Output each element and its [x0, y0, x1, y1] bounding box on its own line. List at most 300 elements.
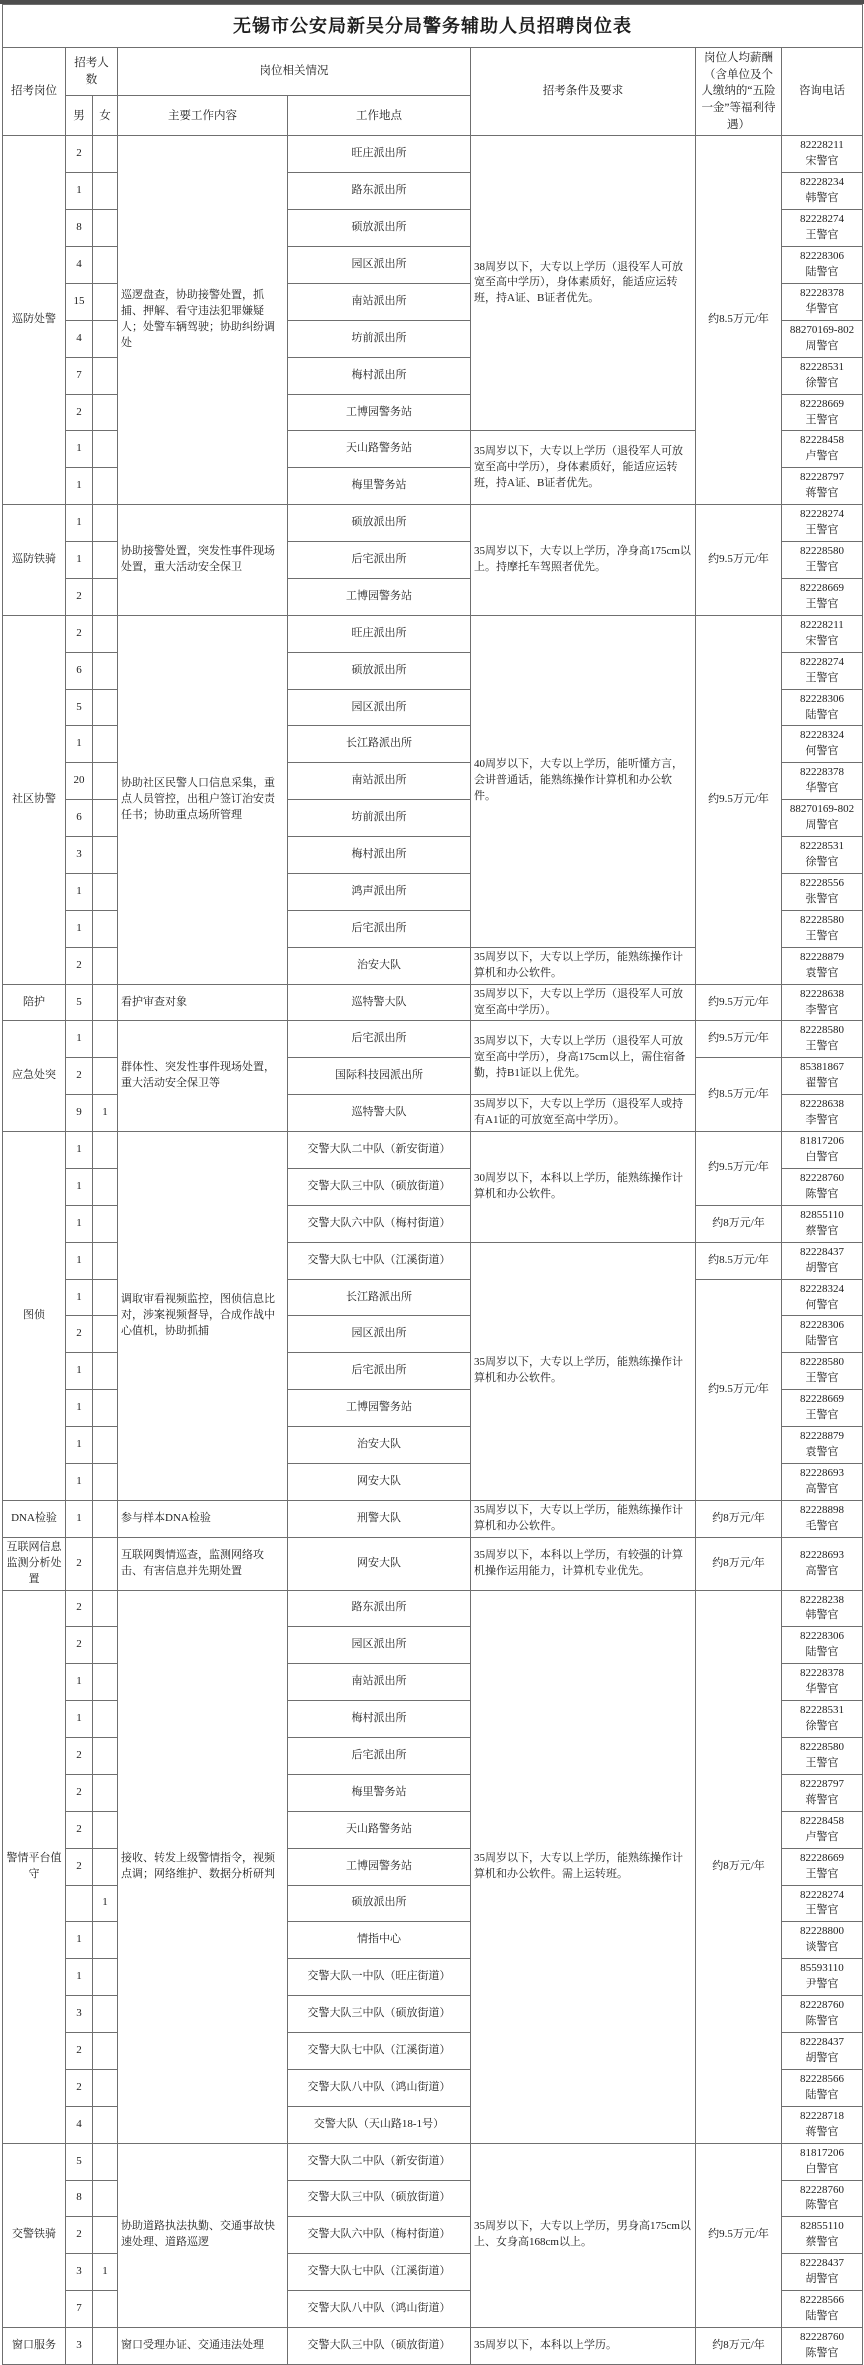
contact-name: 徐警官: [805, 376, 839, 389]
location-cell: 南站派出所: [288, 763, 471, 800]
location-cell: 园区派出所: [288, 1316, 471, 1353]
salary-cell: 约9.5万元/年: [696, 984, 782, 1021]
phone-number: 82228274: [800, 213, 844, 226]
female-count-cell: [93, 1463, 118, 1500]
col-header-work-location: 工作地点: [288, 96, 471, 136]
location-cell: 巡特警大队: [288, 984, 471, 1021]
work-content-cell: 窗口受理办证、交通违法处理: [118, 2328, 288, 2365]
female-count-cell: [93, 984, 118, 1021]
phone-number: 82228458: [800, 434, 844, 447]
position-cell: 交警铁骑: [3, 2143, 66, 2327]
male-count-cell: 6: [66, 800, 93, 837]
phone-number: 82228797: [800, 471, 844, 484]
contact-name: 王警官: [805, 413, 839, 426]
male-count-cell: 1: [66, 173, 93, 210]
phone-cell: [782, 247, 863, 284]
female-count-cell: [93, 1738, 118, 1775]
phone-number: 82228669: [800, 1393, 844, 1406]
contact-name: 王警官: [805, 1040, 839, 1053]
location-cell: 路东派出所: [288, 1590, 471, 1627]
female-count-cell: [93, 2033, 118, 2070]
male-count-cell: 1: [66, 1427, 93, 1464]
requirements-cell: 38周岁以下，大专以上学历（退役军人可放宽至高中学历），身体素质好，能适应运转班，持A证、B证者优先。: [471, 136, 696, 431]
female-count-cell: [93, 1353, 118, 1390]
phone-cell: [782, 173, 863, 210]
phone-cell: [782, 1021, 863, 1058]
female-count-cell: [93, 542, 118, 579]
table-row: [3, 1537, 863, 1590]
phone-cell: [782, 1664, 863, 1701]
phone-cell: [782, 1353, 863, 1390]
phone-cell: [782, 1627, 863, 1664]
phone-number: 82228306: [800, 1319, 844, 1332]
contact-name: 高警官: [805, 1564, 839, 1577]
requirements-cell: 35周岁以下，大专以上学历，男身高175cm以上、女身高168cm以上。: [471, 2143, 696, 2327]
location-cell: 后宅派出所: [288, 1353, 471, 1390]
location-cell: 旺庄派出所: [288, 136, 471, 173]
phone-cell: [782, 873, 863, 910]
location-cell: 长江路派出所: [288, 726, 471, 763]
phone-cell: [782, 1205, 863, 1242]
female-count-cell: [93, 1427, 118, 1464]
male-count-cell: 1: [66, 1959, 93, 1996]
contact-name: 宋警官: [805, 155, 839, 168]
phone-cell: [782, 1738, 863, 1775]
work-content-cell: 互联网舆情巡查，监测网络攻击、有害信息并先期处置: [118, 1537, 288, 1590]
contact-name: 陈警官: [805, 2199, 839, 2212]
female-count-cell: [93, 1811, 118, 1848]
female-count-cell: [93, 2328, 118, 2365]
male-count-cell: 2: [66, 1316, 93, 1353]
work-content-cell: 群体性、突发性事件现场处置，重大活动安全保卫等: [118, 1021, 288, 1132]
contact-name: 张警官: [805, 892, 839, 905]
male-count-cell: 2: [66, 1774, 93, 1811]
contact-name: 蔡警官: [805, 1224, 839, 1237]
phone-cell: [782, 2069, 863, 2106]
contact-name: 蒋警官: [805, 487, 839, 500]
salary-cell: 约8.5万元/年: [696, 1058, 782, 1132]
contact-name: 周警官: [805, 339, 839, 352]
location-cell: 南站派出所: [288, 283, 471, 320]
male-count-cell: 1: [66, 873, 93, 910]
male-count-cell: 3: [66, 2254, 93, 2291]
phone-cell: [782, 1590, 863, 1627]
salary-cell: 约8.5万元/年: [696, 1242, 782, 1279]
col-header-work-content: 主要工作内容: [118, 96, 288, 136]
male-count-cell: 2: [66, 1738, 93, 1775]
female-count-cell: [93, 652, 118, 689]
work-content-cell: 协助接警处置，突发性事件现场处置，重大活动安全保卫: [118, 505, 288, 616]
male-count-cell: 1: [66, 910, 93, 947]
female-count-cell: [93, 689, 118, 726]
salary-cell: 约9.5万元/年: [696, 615, 782, 984]
phone-cell: [782, 2217, 863, 2254]
contact-name: 徐警官: [805, 856, 839, 869]
location-cell: 梅村派出所: [288, 1701, 471, 1738]
male-count-cell: 2: [66, 1537, 93, 1590]
contact-name: 陈警官: [805, 2015, 839, 2028]
phone-number: 82855110: [800, 2220, 844, 2233]
female-count-cell: [93, 763, 118, 800]
female-count-cell: [93, 2143, 118, 2180]
female-count-cell: [93, 873, 118, 910]
female-count-cell: [93, 210, 118, 247]
phone-number: 82228211: [800, 139, 844, 152]
phone-cell: [782, 2033, 863, 2070]
salary-cell: 约8万元/年: [696, 1205, 782, 1242]
contact-name: 华警官: [805, 1683, 839, 1696]
location-cell: 交警大队七中队（江溪街道）: [288, 2033, 471, 2070]
phone-cell: [782, 1390, 863, 1427]
location-cell: 交警大队三中队（硕放街道）: [288, 1996, 471, 2033]
phone-number: 82228718: [800, 2109, 844, 2122]
location-cell: 梅里警务站: [288, 468, 471, 505]
contact-name: 陈警官: [805, 2346, 839, 2359]
female-count-cell: [93, 1242, 118, 1279]
phone-cell: [782, 1774, 863, 1811]
phone-number: 82228306: [800, 250, 844, 263]
phone-number: 82228638: [800, 987, 844, 1000]
contact-name: 胡警官: [805, 2273, 839, 2286]
contact-name: 翟警官: [805, 1077, 839, 1090]
phone-number: 82228580: [800, 545, 844, 558]
location-cell: 交警大队二中队（新安街道）: [288, 2143, 471, 2180]
female-count-cell: [93, 1701, 118, 1738]
female-count-cell: [93, 1279, 118, 1316]
table-row: [3, 1500, 863, 1537]
salary-cell: 约9.5万元/年: [696, 505, 782, 616]
female-count-cell: [93, 2069, 118, 2106]
male-count-cell: 2: [66, 1590, 93, 1627]
phone-cell: [782, 1848, 863, 1885]
phone-cell: [782, 394, 863, 431]
contact-name: 白警官: [805, 2162, 839, 2175]
work-content-cell: 协助道路执法执勤、交通事故快速处理、道路巡逻: [118, 2143, 288, 2327]
phone-cell: [782, 2291, 863, 2328]
phone-cell: [782, 1922, 863, 1959]
phone-number: 82228797: [800, 1777, 844, 1790]
location-cell: 网安大队: [288, 1463, 471, 1500]
location-cell: 园区派出所: [288, 247, 471, 284]
salary-cell: 约8万元/年: [696, 1537, 782, 1590]
phone-number: 82228669: [800, 581, 844, 594]
location-cell: 后宅派出所: [288, 1738, 471, 1775]
female-count-cell: [93, 1205, 118, 1242]
table-row: [3, 984, 863, 1021]
location-cell: 梅村派出所: [288, 837, 471, 874]
requirements-cell: 35周岁以下，大专以上学历，净身高175cm以上。持摩托车驾照者优先。: [471, 505, 696, 616]
work-content-cell: 接收、转发上级警情指令，视频点调；网络维护、数据分析研判: [118, 1590, 288, 2143]
contact-name: 胡警官: [805, 2051, 839, 2064]
phone-number: 82228580: [800, 1356, 844, 1369]
male-count-cell: 3: [66, 1996, 93, 2033]
phone-cell: [782, 2180, 863, 2217]
work-content-cell: 巡逻盘查，协助接警处置，抓捕、押解、看守违法犯罪嫌疑人；处警车辆驾驶；协助纠纷调处: [118, 136, 288, 505]
male-count-cell: 7: [66, 2291, 93, 2328]
phone-cell: [782, 2328, 863, 2365]
male-count-cell: 5: [66, 2143, 93, 2180]
contact-name: 王警官: [805, 229, 839, 242]
phone-number: 85381867: [800, 1061, 844, 1074]
male-count-cell: 1: [66, 1701, 93, 1738]
contact-name: 高警官: [805, 1482, 839, 1495]
work-content-cell: 调取审看视频监控，图侦信息比对，涉案视频督导，合成作战中心值机，协助抓捕: [118, 1132, 288, 1501]
contact-name: 白警官: [805, 1151, 839, 1164]
phone-cell: [782, 984, 863, 1021]
location-cell: 硕放派出所: [288, 505, 471, 542]
phone-cell: [782, 136, 863, 173]
position-cell: 应急处突: [3, 1021, 66, 1132]
male-count-cell: 1: [66, 468, 93, 505]
female-count-cell: [93, 431, 118, 468]
contact-name: 王警官: [805, 929, 839, 942]
position-cell: 警情平台值守: [3, 1590, 66, 2143]
phone-cell: [782, 1996, 863, 2033]
position-cell: 窗口服务: [3, 2328, 66, 2365]
male-count-cell: 1: [66, 431, 93, 468]
location-cell: 交警大队六中队（梅村街道）: [288, 2217, 471, 2254]
phone-cell: [782, 210, 863, 247]
male-count-cell: 4: [66, 2106, 93, 2143]
phone-number: 82228800: [800, 1925, 844, 1938]
male-count-cell: 15: [66, 283, 93, 320]
contact-name: 陆警官: [805, 2088, 839, 2101]
female-count-cell: [93, 505, 118, 542]
contact-name: 何警官: [805, 1298, 839, 1311]
phone-number: 82228531: [800, 1704, 844, 1717]
location-cell: 交警大队三中队（硕放街道）: [288, 1168, 471, 1205]
col-header-position: 招考岗位: [3, 48, 66, 136]
female-count-cell: [93, 320, 118, 357]
location-cell: 工博园警务站: [288, 394, 471, 431]
male-count-cell: 1: [66, 1500, 93, 1537]
location-cell: 交警大队八中队（鸿山街道）: [288, 2069, 471, 2106]
location-cell: 梅村派出所: [288, 357, 471, 394]
phone-cell: [782, 2143, 863, 2180]
contact-name: 王警官: [805, 1409, 839, 1422]
location-cell: 治安大队: [288, 947, 471, 984]
male-count-cell: 1: [66, 542, 93, 579]
location-cell: 后宅派出所: [288, 910, 471, 947]
contact-name: 宋警官: [805, 634, 839, 647]
female-count-cell: [93, 947, 118, 984]
phone-cell: [782, 2254, 863, 2291]
location-cell: 交警大队二中队（新安街道）: [288, 1132, 471, 1169]
contact-name: 王警官: [805, 1904, 839, 1917]
female-count-cell: [93, 283, 118, 320]
contact-name: 陆警官: [805, 2310, 839, 2323]
position-cell: 社区协警: [3, 615, 66, 984]
requirements-cell: 35周岁以下，大专以上学历（退役军人可放宽至高中学历）。: [471, 984, 696, 1021]
phone-number: 88270169-802: [789, 803, 855, 816]
location-cell: 园区派出所: [288, 1627, 471, 1664]
female-count-cell: 1: [93, 2254, 118, 2291]
female-count-cell: [93, 578, 118, 615]
female-count-cell: 1: [93, 1095, 118, 1132]
phone-number: 82228898: [800, 1503, 844, 1516]
header-row-1: [3, 48, 863, 96]
location-cell: 交警大队七中队（江溪街道）: [288, 1242, 471, 1279]
recruitment-table: [2, 4, 863, 2365]
contact-name: 王警官: [805, 1756, 839, 1769]
phone-cell: [782, 1463, 863, 1500]
contact-name: 蒋警官: [805, 1793, 839, 1806]
requirements-cell: 35周岁以下，大专以上学历，能熟练操作计算机和办公软件。: [471, 947, 696, 984]
phone-number: 82228879: [800, 950, 844, 963]
phone-number: 82228693: [800, 1548, 844, 1561]
location-cell: 天山路警务站: [288, 431, 471, 468]
phone-number: 82228531: [800, 360, 844, 373]
phone-number: 82228306: [800, 692, 844, 705]
phone-number: 82228580: [800, 1741, 844, 1754]
requirements-cell: 30周岁以下，本科以上学历，能熟练操作计算机和办公软件。: [471, 1132, 696, 1243]
col-header-female: 女: [93, 96, 118, 136]
phone-cell: [782, 689, 863, 726]
location-cell: 工博园警务站: [288, 1848, 471, 1885]
female-count-cell: [93, 1922, 118, 1959]
female-count-cell: [93, 1848, 118, 1885]
male-count-cell: 3: [66, 837, 93, 874]
requirements-cell: 35周岁以下，大专以上学历（退役军人可放宽至高中学历），身体素质好，能适应运转班，持A证、B证者优先。: [471, 431, 696, 505]
male-count-cell: 3: [66, 2328, 93, 2365]
contact-name: 王警官: [805, 671, 839, 684]
male-count-cell: 2: [66, 1848, 93, 1885]
requirements-cell: 35周岁以下，本科以上学历，有较强的计算机操作运用能力，计算机专业优先。: [471, 1537, 696, 1590]
phone-cell: [782, 1095, 863, 1132]
phone-cell: [782, 1427, 863, 1464]
phone-number: 82228566: [800, 2294, 844, 2307]
location-cell: 交警大队三中队（硕放街道）: [288, 2328, 471, 2365]
contact-name: 陈警官: [805, 1187, 839, 1200]
phone-number: 82228274: [800, 655, 844, 668]
male-count-cell: 2: [66, 1627, 93, 1664]
phone-cell: [782, 615, 863, 652]
phone-number: 82228378: [800, 286, 844, 299]
contact-name: 陆警官: [805, 1646, 839, 1659]
female-count-cell: [93, 910, 118, 947]
phone-number: 82228760: [800, 1999, 844, 2012]
phone-cell: [782, 947, 863, 984]
contact-name: 谈警官: [805, 1941, 839, 1954]
male-count-cell: 2: [66, 394, 93, 431]
contact-name: 王警官: [805, 1867, 839, 1880]
contact-name: 蒋警官: [805, 2125, 839, 2138]
col-header-requirements: 招考条件及要求: [471, 48, 696, 136]
location-cell: 后宅派出所: [288, 542, 471, 579]
male-count-cell: 2: [66, 2217, 93, 2254]
position-cell: DNA检验: [3, 1500, 66, 1537]
male-count-cell: 9: [66, 1095, 93, 1132]
phone-number: 82228879: [800, 1430, 844, 1443]
female-count-cell: [93, 800, 118, 837]
location-cell: 工博园警务站: [288, 578, 471, 615]
female-count-cell: [93, 1627, 118, 1664]
male-count-cell: 2: [66, 615, 93, 652]
contact-name: 华警官: [805, 782, 839, 795]
male-count-cell: 1: [66, 1463, 93, 1500]
contact-name: 周警官: [805, 819, 839, 832]
position-cell: 巡防铁骑: [3, 505, 66, 616]
salary-cell: 约9.5万元/年: [696, 1279, 782, 1500]
table-row: [3, 615, 863, 652]
contact-name: 王警官: [805, 524, 839, 537]
phone-cell: [782, 1959, 863, 1996]
location-cell: 巡特警大队: [288, 1095, 471, 1132]
location-cell: 国际科技园派出所: [288, 1058, 471, 1095]
location-cell: 交警大队一中队（旺庄街道）: [288, 1959, 471, 1996]
table-row: [3, 1021, 863, 1058]
female-count-cell: [93, 615, 118, 652]
male-count-cell: 1: [66, 1664, 93, 1701]
position-cell: 图侦: [3, 1132, 66, 1501]
male-count-cell: 2: [66, 947, 93, 984]
contact-name: 王警官: [805, 561, 839, 574]
male-count-cell: 1: [66, 1132, 93, 1169]
phone-cell: [782, 320, 863, 357]
requirements-cell: 35周岁以下，大专以上学历（退役军人或持有A1证的可放宽至高中学历）。: [471, 1095, 696, 1132]
location-cell: 情指中心: [288, 1922, 471, 1959]
phone-number: 82228324: [800, 1282, 844, 1295]
table-row: [3, 505, 863, 542]
female-count-cell: [93, 837, 118, 874]
contact-name: 何警官: [805, 745, 839, 758]
contact-name: 陆警官: [805, 708, 839, 721]
salary-cell: 约8万元/年: [696, 1590, 782, 2143]
contact-name: 胡警官: [805, 1261, 839, 1274]
position-cell: 互联网信息监测分析处置: [3, 1537, 66, 1590]
work-content-cell: 参与样本DNA检验: [118, 1500, 288, 1537]
contact-name: 卢警官: [805, 1830, 839, 1843]
female-count-cell: [93, 136, 118, 173]
phone-number: 82228324: [800, 729, 844, 742]
phone-cell: [782, 1537, 863, 1590]
contact-name: 蔡警官: [805, 2236, 839, 2249]
requirements-cell: 35周岁以下，大专以上学历，能熟练操作计算机和办公软件。需上运转班。: [471, 1590, 696, 2143]
title-row: [3, 5, 863, 48]
table-row: [3, 1132, 863, 1169]
salary-cell: 约9.5万元/年: [696, 1021, 782, 1058]
location-cell: 硕放派出所: [288, 652, 471, 689]
phone-cell: [782, 542, 863, 579]
phone-cell: [782, 1701, 863, 1738]
table-row: [3, 1590, 863, 1627]
location-cell: 园区派出所: [288, 689, 471, 726]
position-cell: 巡防处警: [3, 136, 66, 505]
table-row: [3, 2143, 863, 2180]
phone-cell: [782, 1811, 863, 1848]
phone-cell: [782, 1500, 863, 1537]
phone-number: 82228760: [800, 1171, 844, 1184]
female-count-cell: [93, 1590, 118, 1627]
male-count-cell: 1: [66, 1279, 93, 1316]
male-count-cell: 1: [66, 505, 93, 542]
phone-cell: [782, 2106, 863, 2143]
phone-cell: [782, 652, 863, 689]
salary-cell: 约8.5万元/年: [696, 136, 782, 505]
col-header-phone: 咨询电话: [782, 48, 863, 136]
male-count-cell: 5: [66, 689, 93, 726]
page-title: 无锡市公安局新吴分局警务辅助人员招聘岗位表: [3, 5, 863, 48]
salary-cell: 约9.5万元/年: [696, 1132, 782, 1206]
female-count-cell: [93, 1500, 118, 1537]
male-count-cell: 6: [66, 652, 93, 689]
phone-cell: [782, 1316, 863, 1353]
table-row: [3, 136, 863, 173]
male-count-cell: 7: [66, 357, 93, 394]
female-count-cell: [93, 1132, 118, 1169]
female-count-cell: [93, 357, 118, 394]
female-count-cell: [93, 1774, 118, 1811]
